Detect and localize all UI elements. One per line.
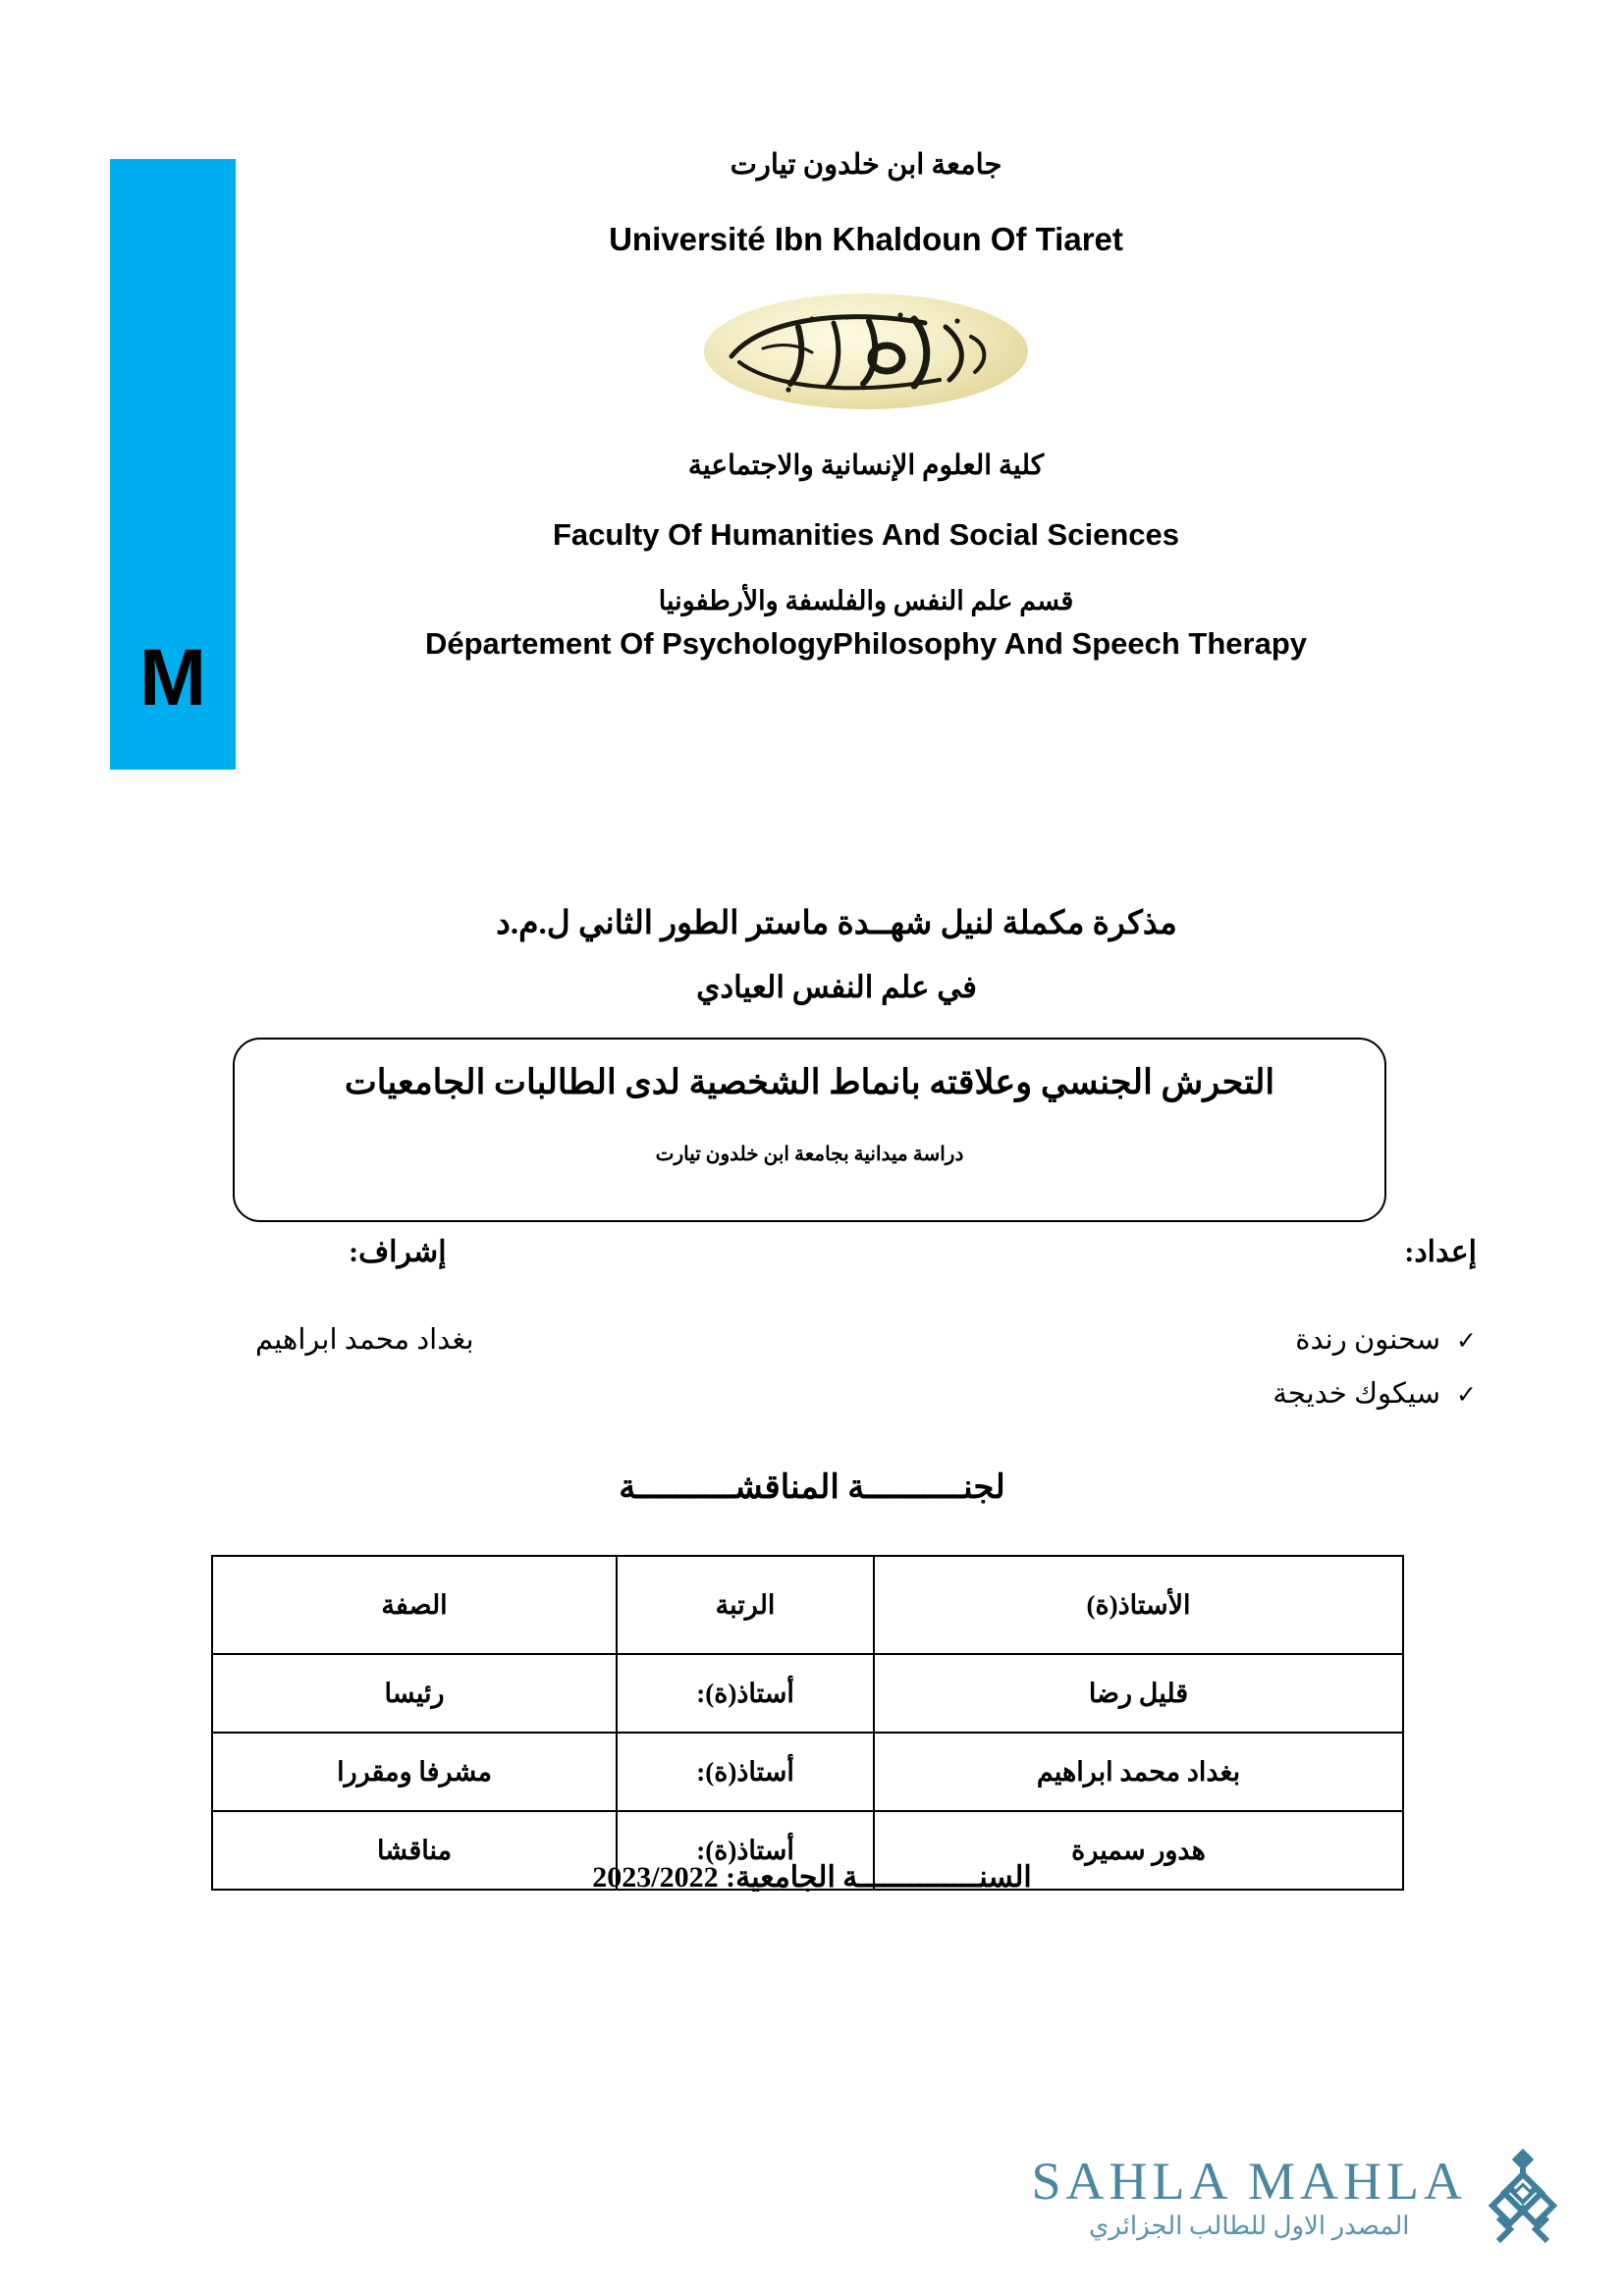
thesis-title-box xyxy=(233,1038,1386,1222)
diploma-statement xyxy=(196,903,1477,1005)
cell-professor-rank: أستاذ(ة): xyxy=(617,1733,874,1811)
column-header-professor: الأستاذ(ة) xyxy=(874,1556,1403,1654)
cell-professor-rank: أستاذ(ة): xyxy=(617,1654,874,1733)
watermark-tagline: المصدر الاول للطالب الجزائري xyxy=(1088,2212,1410,2240)
logo-oval-shape xyxy=(704,294,1028,409)
faculty-name-english: Faculty Of Humanities And Social Sciences xyxy=(553,517,1179,552)
faculty-name-arabic: كلية العلوم الإنسانية والاجتماعية xyxy=(687,451,1045,481)
cell-professor-name: هدور سميرة xyxy=(874,1811,1403,1890)
list-item xyxy=(1272,1322,1477,1357)
cell-professor-name: قليل رضا xyxy=(874,1654,1403,1733)
table-row xyxy=(212,1654,1403,1733)
author-name: سحنون رندة xyxy=(1295,1324,1441,1356)
department-name-arabic: قسم علم النفس والفلسفة والأرطفونيا xyxy=(658,586,1074,615)
master-m-letter: M xyxy=(138,633,207,722)
cell-professor-role: مشرفا ومقررا xyxy=(212,1733,617,1811)
table-row xyxy=(212,1733,1403,1811)
cell-professor-rank: أستاذ(ة): xyxy=(617,1811,874,1890)
column-header-rank: الرتبة xyxy=(617,1556,874,1654)
table-header-row xyxy=(212,1556,1403,1654)
watermark-text xyxy=(1031,2152,1467,2241)
academic-year-label: السنــــــــــــــة الجامعية: xyxy=(726,1861,1032,1894)
academic-year-value: 2023/2022 xyxy=(592,1861,719,1894)
logo-calligraphy-strokes xyxy=(704,294,1028,409)
department-name-french: Département Of PsychologyPhilosophy And Speech Therapy xyxy=(424,626,1308,661)
cell-professor-role: مناقشا xyxy=(212,1811,617,1890)
supervisor-heading: إشراف: xyxy=(349,1236,447,1268)
jury-table xyxy=(211,1555,1404,1891)
amazigh-diamond-emblem-icon xyxy=(1481,2147,1565,2249)
diploma-line-2: في علم النفس العيادي xyxy=(696,970,977,1004)
authors-heading: إعداد: xyxy=(1404,1236,1477,1268)
sahla-mahla-watermark xyxy=(1031,2147,1565,2249)
university-logo xyxy=(236,294,1496,409)
committee-heading: لجنــــــــــة المناقشــــــــــة xyxy=(619,1469,1005,1506)
watermark-brand-name: SAHLA MAHLA xyxy=(1031,2152,1467,2211)
university-name-arabic: جامعة ابن خلدون تيارت xyxy=(730,149,1002,181)
thesis-subtitle: دراسة ميدانية بجامعة ابن خلدون تيارت xyxy=(655,1143,964,1165)
thesis-title: التحرش الجنسي وعلاقته بانماط الشخصية لدى الطالبات الجامعيات xyxy=(344,1063,1275,1101)
header-block xyxy=(236,147,1496,662)
supervisor-name: بغداد محمد ابراهيم xyxy=(255,1324,474,1356)
author-name: سيكوك خديجة xyxy=(1272,1378,1441,1410)
authors-list xyxy=(1272,1322,1477,1411)
list-item xyxy=(1272,1376,1477,1411)
checkmark-icon: ✓ xyxy=(1456,1328,1477,1355)
diploma-line-1: مذكرة مكملة لنيل شهــدة ماستر الطور الثاني ل.م.د xyxy=(496,906,1177,941)
supervisor-list xyxy=(255,1322,474,1357)
cell-professor-name: بغداد محمد ابراهيم xyxy=(874,1733,1403,1811)
cell-professor-role: رئيسا xyxy=(212,1654,617,1733)
supervisor-column xyxy=(236,1235,474,1357)
academic-year xyxy=(0,1860,1624,1895)
blue-accent-block xyxy=(110,159,236,770)
university-name-french: Université Ibn Khaldoun Of Tiaret xyxy=(609,221,1123,257)
column-header-role: الصفة xyxy=(212,1556,617,1654)
checkmark-icon: ✓ xyxy=(1456,1382,1477,1409)
byline-block xyxy=(236,1235,1477,1430)
authors-column xyxy=(1272,1235,1477,1430)
